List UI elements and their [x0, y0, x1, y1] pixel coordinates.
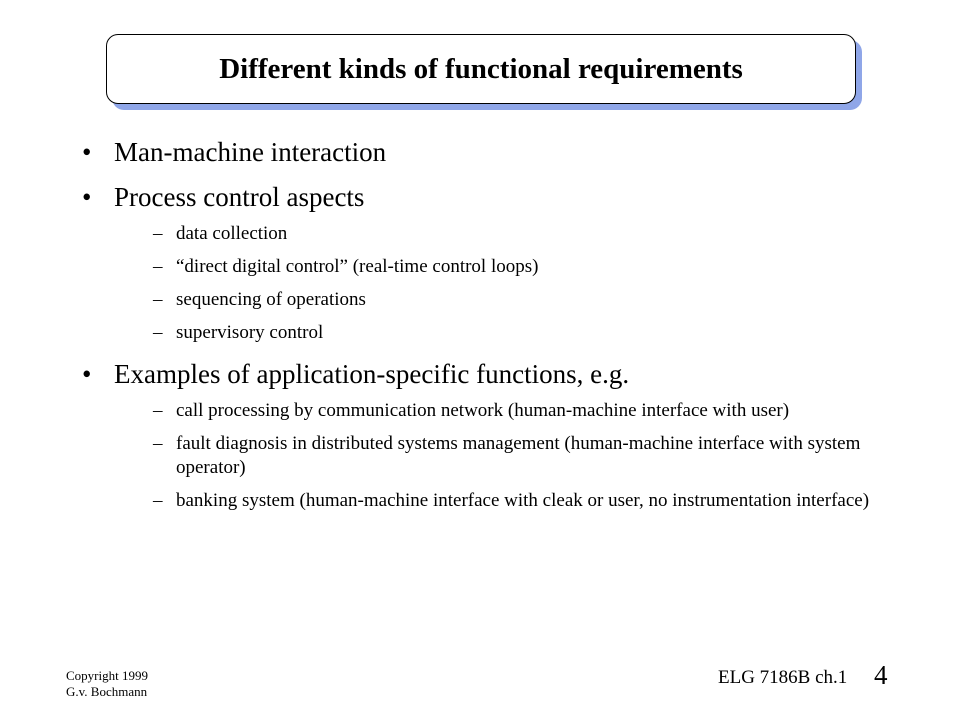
slide-title: Different kinds of functional requirements [219, 52, 743, 85]
sub-bullet [153, 255, 900, 279]
bullet-process-control [80, 177, 900, 217]
sub-bullet [153, 432, 900, 480]
dash-marker: – [153, 400, 163, 421]
sub-bullet [153, 321, 900, 345]
bullet-marker: • [82, 137, 92, 167]
sub-bullet-text: “direct digital control” (real-time control loops) [176, 256, 539, 277]
copyright-footer [66, 668, 148, 700]
slide-body [80, 132, 900, 522]
title-box [106, 34, 856, 104]
bullet-text: Examples of application-specific functions, e.g. [114, 359, 630, 389]
dash-marker: – [153, 433, 163, 454]
author-line: G.v. Bochmann [66, 684, 148, 699]
dash-marker: – [153, 490, 163, 511]
sub-bullet-text: banking system (human-machine interface with cleak or user, no instrumentation interface) [176, 490, 870, 511]
sub-bullet [153, 288, 900, 312]
dash-marker: – [153, 289, 163, 310]
sub-bullet-text: call processing by communication network (human-machine interface with user) [176, 400, 790, 421]
page-number: 4 [874, 660, 888, 690]
bullet-marker: • [82, 359, 92, 389]
sub-bullet-text: supervisory control [176, 322, 324, 343]
sub-bullet [153, 399, 900, 423]
copyright-line: Copyright 1999 [66, 668, 148, 683]
dash-marker: – [153, 322, 163, 343]
sub-bullet-text: data collection [176, 223, 288, 244]
bullet-examples [80, 354, 900, 394]
sub-bullet [153, 489, 900, 513]
course-code: ELG 7186B ch.1 [718, 667, 848, 688]
dash-marker: – [153, 256, 163, 277]
bullet-marker: • [82, 182, 92, 212]
sub-bullet-text: fault diagnosis in distributed systems management (human-machine interface with system operator) [176, 433, 861, 478]
bullet-text: Process control aspects [114, 182, 365, 212]
bullet-text: Man-machine interaction [114, 137, 387, 167]
sub-bullet [153, 222, 900, 246]
sub-bullet-text: sequencing of operations [176, 289, 366, 310]
bullet-man-machine [80, 132, 900, 172]
dash-marker: – [153, 223, 163, 244]
examples-subitems [153, 399, 900, 513]
process-control-subitems [153, 222, 900, 345]
